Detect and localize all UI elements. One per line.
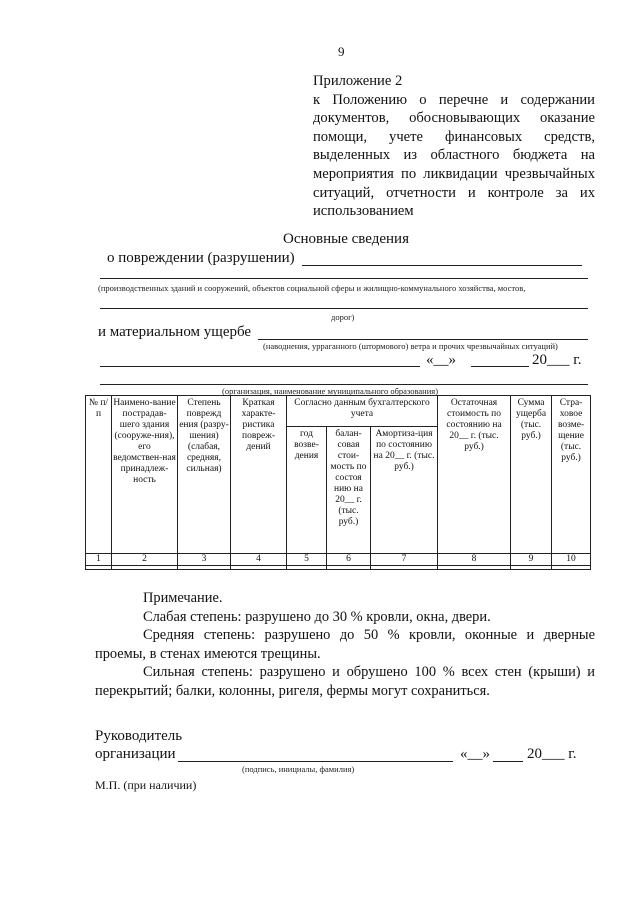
note-strong: Сильная степень: разрушено и обрушено 100 % всех стен (крыши) и перекрытий; балки, колонны, ригеля, фермы могут сохраниться. (95, 664, 595, 699)
date-month-line (471, 366, 529, 367)
signature-date-quote: «__» (460, 746, 490, 762)
column-number-1: 1 (86, 554, 112, 566)
header-cell-residual: Остаточная стоимость по состоянию на 20__ г. (тыс. руб.) (438, 396, 511, 554)
note-medium: Средняя степень: разрушено до 50 % кровли, оконные и дверные проемы, в стенах имеются трещины. (95, 627, 595, 662)
damage-label: о повреждении (разрушении) (107, 250, 295, 266)
date-year: 20___ г. (532, 352, 582, 368)
signature-role-2: организации (95, 746, 176, 762)
damage-fill-line-2 (100, 278, 588, 279)
signature-line (178, 761, 453, 762)
header-cell-balance: балан-совая стои-мость по состоя нию на 20__ г. (тыс. руб.) (327, 427, 371, 554)
appendix-block (313, 72, 595, 221)
signature-role-1: Руководитель (95, 728, 183, 744)
note-weak: Слабая степень: разрушено до 30 % кровли, окна, двери. (143, 608, 491, 625)
column-number-4: 4 (231, 554, 287, 566)
column-number-7: 7 (371, 554, 438, 566)
signature-hint: (подпись, инициалы, фамилия) (242, 764, 355, 774)
material-label: и материальном ущербе (98, 324, 252, 340)
appendix-title: Приложение 2 (313, 73, 403, 89)
column-number-2: 2 (112, 554, 178, 566)
header-cell-building: Наимено-вание пострадав-шего здания (сооруже-ния), его ведомствен-ная принадлеж-ность (112, 396, 178, 554)
notes-heading: Примечание. (143, 590, 223, 606)
column-number-8: 8 (438, 554, 511, 566)
event-fill-line (100, 366, 420, 367)
signature-date-year: 20___ г. (527, 746, 577, 762)
date-quote: «__» (426, 352, 456, 368)
header-cell-accounting: Согласно данным бухгалтерского учета (287, 396, 438, 427)
column-number-9: 9 (511, 554, 552, 566)
header-cell-year: год возве-дения (287, 427, 327, 554)
document-title: Основные сведения (283, 231, 409, 247)
material-fill-line (258, 339, 588, 340)
org-hint: (организация, наименование муниципального образования) (222, 386, 439, 396)
damage-hint: (производственных зданий и сооружений, объектов социальной сферы и жилищно-коммунального хозяйства, мостов, (98, 283, 526, 293)
header-cell-description: Краткая характе-ристика повреж-дений (231, 396, 287, 554)
damage-fill-line (302, 265, 582, 266)
column-number-6: 6 (327, 554, 371, 566)
column-number-10: 10 (552, 554, 591, 566)
column-number-3: 3 (178, 554, 231, 566)
column-number-5: 5 (287, 554, 327, 566)
signature-date-line (493, 761, 523, 762)
header-cell-damage: Сумма ущерба (тыс. руб.) (511, 396, 552, 554)
page-number: 9 (338, 44, 345, 59)
material-hint: (наводнения, урраганного (штормового) ветра и прочих чрезвычайных ситуаций) (263, 341, 558, 351)
damage-table (85, 395, 591, 570)
stamp-note: М.П. (при наличии) (95, 778, 197, 792)
header-cell-amortization: Амортиза-ция по состоянию на 20__ г. (тыс. руб.) (371, 427, 438, 554)
damage-hint-2: дорог) (331, 312, 355, 322)
damage-fill-line-3 (100, 308, 588, 309)
appendix-text: к Положению о перечне и содержании документов, обосновывающих оказание помощи, учете финансовых средств, выделенных из областного бюджета на мероприятия по ликвидации чрезвычайных ситуаций, отчетности и контроле за их использованием (313, 91, 595, 220)
header-cell-insurance: Стра-ховое возме-щение (тыс. руб.) (552, 396, 591, 554)
org-fill-line (100, 384, 588, 385)
notes-block (95, 589, 595, 700)
header-cell-number: № п/п (86, 396, 112, 554)
header-cell-degree: Степень поврежд ения (разру-шения) (слабая, средняя, сильная) (178, 396, 231, 554)
